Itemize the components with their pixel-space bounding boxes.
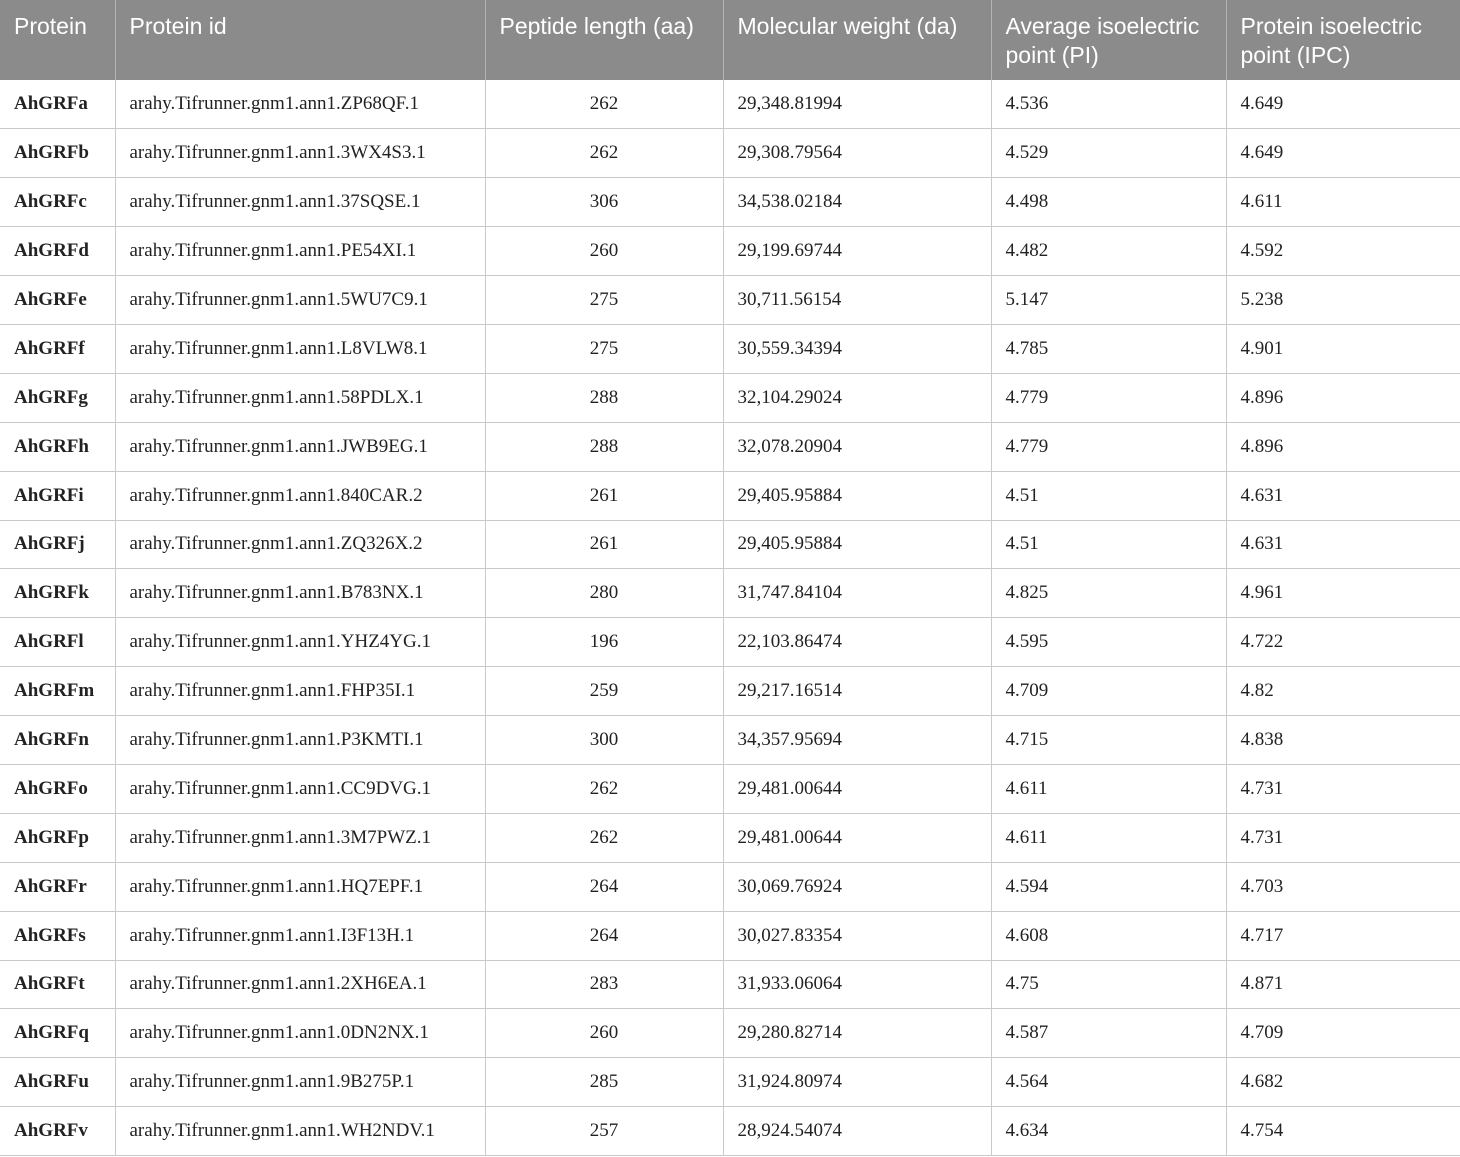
protein-id-cell: arahy.Tifrunner.gnm1.ann1.0DN2NX.1: [115, 1009, 485, 1058]
protein-ipc-cell: 4.896: [1226, 422, 1460, 471]
table-row: [0, 862, 1460, 911]
protein-ipc-cell: 4.961: [1226, 569, 1460, 618]
peptide-length-cell: 288: [485, 422, 723, 471]
peptide-length-cell: 280: [485, 569, 723, 618]
peptide-length-cell: 300: [485, 716, 723, 765]
protein-cell: AhGRFu: [0, 1058, 115, 1107]
molecular-weight-cell: 32,078.20904: [723, 422, 991, 471]
protein-ipc-cell: 4.896: [1226, 373, 1460, 422]
table-row: [0, 227, 1460, 276]
peptide-length-cell: 260: [485, 227, 723, 276]
protein-ipc-cell: 4.722: [1226, 618, 1460, 667]
header-protein-id: Protein id: [115, 0, 485, 80]
peptide-length-cell: 261: [485, 471, 723, 520]
protein-cell: AhGRFc: [0, 178, 115, 227]
peptide-length-cell: 259: [485, 667, 723, 716]
molecular-weight-cell: 29,308.79564: [723, 129, 991, 178]
average-pi-cell: 4.709: [991, 667, 1226, 716]
protein-ipc-cell: 4.731: [1226, 813, 1460, 862]
average-pi-cell: 4.564: [991, 1058, 1226, 1107]
peptide-length-cell: 196: [485, 618, 723, 667]
protein-ipc-cell: 4.703: [1226, 862, 1460, 911]
peptide-length-cell: 283: [485, 960, 723, 1009]
protein-cell: AhGRFm: [0, 667, 115, 716]
peptide-length-cell: 285: [485, 1058, 723, 1107]
protein-cell: AhGRFp: [0, 813, 115, 862]
protein-ipc-cell: 4.631: [1226, 520, 1460, 569]
table-row: [0, 960, 1460, 1009]
protein-ipc-cell: 4.611: [1226, 178, 1460, 227]
average-pi-cell: 4.608: [991, 911, 1226, 960]
molecular-weight-cell: 32,104.29024: [723, 373, 991, 422]
protein-id-cell: arahy.Tifrunner.gnm1.ann1.58PDLX.1: [115, 373, 485, 422]
protein-cell: AhGRFn: [0, 716, 115, 765]
table-row: [0, 178, 1460, 227]
average-pi-cell: 4.498: [991, 178, 1226, 227]
protein-ipc-cell: 4.649: [1226, 80, 1460, 129]
protein-cell: AhGRFd: [0, 227, 115, 276]
peptide-length-cell: 288: [485, 373, 723, 422]
protein-id-cell: arahy.Tifrunner.gnm1.ann1.840CAR.2: [115, 471, 485, 520]
peptide-length-cell: 275: [485, 324, 723, 373]
peptide-length-cell: 262: [485, 764, 723, 813]
table-row: [0, 569, 1460, 618]
molecular-weight-cell: 30,559.34394: [723, 324, 991, 373]
protein-ipc-cell: 4.709: [1226, 1009, 1460, 1058]
table-row: [0, 324, 1460, 373]
molecular-weight-cell: 31,933.06064: [723, 960, 991, 1009]
protein-id-cell: arahy.Tifrunner.gnm1.ann1.3M7PWZ.1: [115, 813, 485, 862]
protein-cell: AhGRFk: [0, 569, 115, 618]
table-row: [0, 618, 1460, 667]
table-row: [0, 1058, 1460, 1107]
molecular-weight-cell: 22,103.86474: [723, 618, 991, 667]
average-pi-cell: 4.634: [991, 1107, 1226, 1156]
protein-ipc-cell: 4.901: [1226, 324, 1460, 373]
peptide-length-cell: 275: [485, 276, 723, 325]
protein-cell: AhGRFi: [0, 471, 115, 520]
peptide-length-cell: 262: [485, 813, 723, 862]
table-row: [0, 911, 1460, 960]
average-pi-cell: 4.715: [991, 716, 1226, 765]
molecular-weight-cell: 30,069.76924: [723, 862, 991, 911]
protein-id-cell: arahy.Tifrunner.gnm1.ann1.CC9DVG.1: [115, 764, 485, 813]
molecular-weight-cell: 29,348.81994: [723, 80, 991, 129]
table-row: [0, 667, 1460, 716]
average-pi-cell: 5.147: [991, 276, 1226, 325]
average-pi-cell: 4.594: [991, 862, 1226, 911]
table-row: [0, 80, 1460, 129]
protein-id-cell: arahy.Tifrunner.gnm1.ann1.ZP68QF.1: [115, 80, 485, 129]
table-row: [0, 276, 1460, 325]
protein-cell: AhGRFa: [0, 80, 115, 129]
molecular-weight-cell: 28,924.54074: [723, 1107, 991, 1156]
protein-id-cell: arahy.Tifrunner.gnm1.ann1.ZQ326X.2: [115, 520, 485, 569]
protein-cell: AhGRFs: [0, 911, 115, 960]
table-row: [0, 764, 1460, 813]
protein-ipc-cell: 5.238: [1226, 276, 1460, 325]
protein-ipc-cell: 4.871: [1226, 960, 1460, 1009]
header-average-pi: Average isoelectric point (PI): [991, 0, 1226, 80]
table-row: [0, 1107, 1460, 1156]
protein-ipc-cell: 4.631: [1226, 471, 1460, 520]
header-molecular-weight: Molecular weight (da): [723, 0, 991, 80]
table-row: [0, 1009, 1460, 1058]
protein-id-cell: arahy.Tifrunner.gnm1.ann1.37SQSE.1: [115, 178, 485, 227]
protein-id-cell: arahy.Tifrunner.gnm1.ann1.WH2NDV.1: [115, 1107, 485, 1156]
average-pi-cell: 4.611: [991, 764, 1226, 813]
protein-ipc-cell: 4.592: [1226, 227, 1460, 276]
protein-cell: AhGRFe: [0, 276, 115, 325]
header-protein-ipc: Protein isoelectric point (IPC): [1226, 0, 1460, 80]
average-pi-cell: 4.587: [991, 1009, 1226, 1058]
protein-cell: AhGRFf: [0, 324, 115, 373]
protein-cell: AhGRFh: [0, 422, 115, 471]
table-row: [0, 813, 1460, 862]
peptide-length-cell: 261: [485, 520, 723, 569]
average-pi-cell: 4.785: [991, 324, 1226, 373]
average-pi-cell: 4.482: [991, 227, 1226, 276]
protein-cell: AhGRFj: [0, 520, 115, 569]
average-pi-cell: 4.536: [991, 80, 1226, 129]
average-pi-cell: 4.825: [991, 569, 1226, 618]
table-row: [0, 520, 1460, 569]
protein-cell: AhGRFl: [0, 618, 115, 667]
protein-id-cell: arahy.Tifrunner.gnm1.ann1.I3F13H.1: [115, 911, 485, 960]
protein-id-cell: arahy.Tifrunner.gnm1.ann1.5WU7C9.1: [115, 276, 485, 325]
protein-id-cell: arahy.Tifrunner.gnm1.ann1.3WX4S3.1: [115, 129, 485, 178]
molecular-weight-cell: 31,747.84104: [723, 569, 991, 618]
molecular-weight-cell: 31,924.80974: [723, 1058, 991, 1107]
average-pi-cell: 4.779: [991, 373, 1226, 422]
protein-id-cell: arahy.Tifrunner.gnm1.ann1.HQ7EPF.1: [115, 862, 485, 911]
molecular-weight-cell: 29,217.16514: [723, 667, 991, 716]
molecular-weight-cell: 29,405.95884: [723, 471, 991, 520]
peptide-length-cell: 264: [485, 862, 723, 911]
protein-ipc-cell: 4.649: [1226, 129, 1460, 178]
protein-cell: AhGRFq: [0, 1009, 115, 1058]
average-pi-cell: 4.779: [991, 422, 1226, 471]
table-row: [0, 373, 1460, 422]
molecular-weight-cell: 30,027.83354: [723, 911, 991, 960]
peptide-length-cell: 306: [485, 178, 723, 227]
molecular-weight-cell: 30,711.56154: [723, 276, 991, 325]
table-header: [0, 0, 1460, 80]
molecular-weight-cell: 29,199.69744: [723, 227, 991, 276]
peptide-length-cell: 257: [485, 1107, 723, 1156]
protein-id-cell: arahy.Tifrunner.gnm1.ann1.YHZ4YG.1: [115, 618, 485, 667]
protein-ipc-cell: 4.82: [1226, 667, 1460, 716]
table-row: [0, 471, 1460, 520]
protein-ipc-cell: 4.754: [1226, 1107, 1460, 1156]
header-peptide-length: Peptide length (aa): [485, 0, 723, 80]
molecular-weight-cell: 29,481.00644: [723, 764, 991, 813]
table-row: [0, 129, 1460, 178]
protein-id-cell: arahy.Tifrunner.gnm1.ann1.FHP35I.1: [115, 667, 485, 716]
average-pi-cell: 4.51: [991, 520, 1226, 569]
peptide-length-cell: 264: [485, 911, 723, 960]
protein-ipc-cell: 4.731: [1226, 764, 1460, 813]
protein-id-cell: arahy.Tifrunner.gnm1.ann1.B783NX.1: [115, 569, 485, 618]
average-pi-cell: 4.529: [991, 129, 1226, 178]
protein-cell: AhGRFr: [0, 862, 115, 911]
molecular-weight-cell: 34,538.02184: [723, 178, 991, 227]
protein-id-cell: arahy.Tifrunner.gnm1.ann1.JWB9EG.1: [115, 422, 485, 471]
protein-id-cell: arahy.Tifrunner.gnm1.ann1.9B275P.1: [115, 1058, 485, 1107]
table-row: [0, 422, 1460, 471]
peptide-length-cell: 262: [485, 129, 723, 178]
protein-id-cell: arahy.Tifrunner.gnm1.ann1.2XH6EA.1: [115, 960, 485, 1009]
protein-ipc-cell: 4.682: [1226, 1058, 1460, 1107]
protein-ipc-cell: 4.717: [1226, 911, 1460, 960]
protein-id-cell: arahy.Tifrunner.gnm1.ann1.L8VLW8.1: [115, 324, 485, 373]
protein-cell: AhGRFo: [0, 764, 115, 813]
protein-cell: AhGRFv: [0, 1107, 115, 1156]
molecular-weight-cell: 34,357.95694: [723, 716, 991, 765]
molecular-weight-cell: 29,405.95884: [723, 520, 991, 569]
protein-cell: AhGRFb: [0, 129, 115, 178]
protein-cell: AhGRFt: [0, 960, 115, 1009]
molecular-weight-cell: 29,280.82714: [723, 1009, 991, 1058]
average-pi-cell: 4.611: [991, 813, 1226, 862]
table-body: [0, 80, 1460, 1156]
average-pi-cell: 4.75: [991, 960, 1226, 1009]
peptide-length-cell: 260: [485, 1009, 723, 1058]
peptide-length-cell: 262: [485, 80, 723, 129]
protein-ipc-cell: 4.838: [1226, 716, 1460, 765]
molecular-weight-cell: 29,481.00644: [723, 813, 991, 862]
average-pi-cell: 4.595: [991, 618, 1226, 667]
header-row: [0, 0, 1460, 80]
average-pi-cell: 4.51: [991, 471, 1226, 520]
protein-id-cell: arahy.Tifrunner.gnm1.ann1.PE54XI.1: [115, 227, 485, 276]
protein-id-cell: arahy.Tifrunner.gnm1.ann1.P3KMTI.1: [115, 716, 485, 765]
table-row: [0, 716, 1460, 765]
header-protein: Protein: [0, 0, 115, 80]
protein-cell: AhGRFg: [0, 373, 115, 422]
